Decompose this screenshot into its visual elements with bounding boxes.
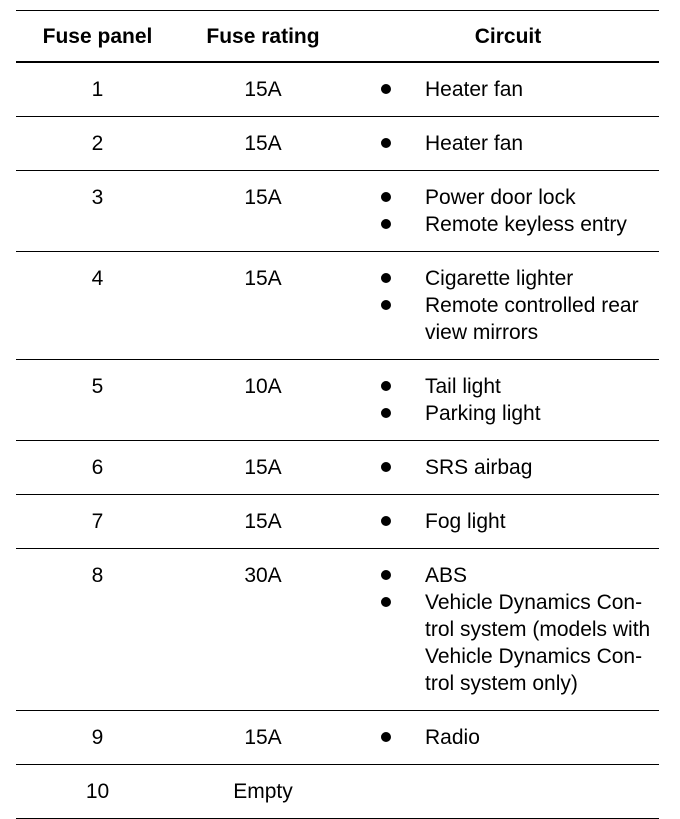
- fuse-panel-cell: 5: [91, 375, 104, 398]
- circuit-item: Cigarette lighter: [381, 265, 659, 292]
- circuit-list: [347, 184, 659, 238]
- table-row: [16, 117, 659, 171]
- fuse-panel-cell: 4: [91, 267, 104, 290]
- header-circuit: Circuit: [474, 24, 542, 48]
- fuse-panel-cell: 9: [91, 726, 104, 749]
- circuit-cell: [347, 765, 659, 818]
- fuse-rating-cell: 15A: [244, 726, 282, 749]
- circuit-list: [347, 76, 659, 103]
- circuit-cell: [347, 711, 659, 764]
- fuse-rating-cell: 15A: [244, 267, 282, 290]
- circuit-cell: [347, 360, 659, 440]
- circuit-list: [347, 265, 659, 346]
- fuse-panel-cell: 10: [85, 780, 110, 803]
- circuit-cell: [347, 441, 659, 494]
- table-row: [16, 252, 659, 360]
- circuit-cell: [347, 495, 659, 548]
- fuse-rating-cell: 30A: [244, 564, 282, 587]
- circuit-list: [347, 508, 659, 535]
- circuit-cell: [347, 252, 659, 359]
- table-row: [16, 441, 659, 495]
- fuse-panel-cell: 2: [91, 132, 104, 155]
- table-row: [16, 171, 659, 252]
- circuit-item: Parking light: [381, 400, 659, 427]
- circuit-cell: [347, 63, 659, 116]
- fuse-panel-cell: 1: [91, 78, 104, 101]
- circuit-list: [347, 454, 659, 481]
- fuse-panel-cell: 3: [91, 186, 104, 209]
- circuit-item: SRS airbag: [381, 454, 659, 481]
- circuit-cell: [347, 549, 659, 710]
- header-fuse-rating: Fuse rating: [206, 24, 320, 48]
- circuit-cell: [347, 117, 659, 170]
- circuit-list: [347, 373, 659, 427]
- circuit-item: Heater fan: [381, 76, 659, 103]
- table-body: [16, 63, 659, 819]
- circuit-item: Tail light: [381, 373, 659, 400]
- circuit-item: Remote controlled rear view mirrors: [381, 292, 659, 346]
- fuse-panel-cell: 6: [91, 456, 104, 479]
- circuit-list: [347, 724, 659, 751]
- table-row: [16, 63, 659, 117]
- circuit-item: Fog light: [381, 508, 659, 535]
- circuit-item: Remote keyless entry: [381, 211, 659, 238]
- circuit-list: [347, 130, 659, 157]
- table-row: [16, 549, 659, 711]
- fuse-table: [16, 10, 659, 819]
- table-row: [16, 765, 659, 819]
- fuse-panel-cell: 7: [91, 510, 104, 533]
- table-row: [16, 495, 659, 549]
- fuse-rating-cell: 15A: [244, 78, 282, 101]
- circuit-item: Power door lock: [381, 184, 659, 211]
- circuit-cell: [347, 171, 659, 251]
- table-row: [16, 711, 659, 765]
- circuit-item: ABS: [381, 562, 659, 589]
- fuse-panel-cell: 8: [91, 564, 104, 587]
- fuse-rating-cell: Empty: [233, 780, 293, 803]
- fuse-rating-cell: 15A: [244, 456, 282, 479]
- circuit-item: Radio: [381, 724, 659, 751]
- circuit-item: Heater fan: [381, 130, 659, 157]
- table-header-row: [16, 11, 659, 63]
- fuse-rating-cell: 15A: [244, 510, 282, 533]
- fuse-rating-cell: 15A: [244, 132, 282, 155]
- fuse-rating-cell: 15A: [244, 186, 282, 209]
- circuit-item: Vehicle Dynamics Control system (models with Vehicle Dynamics Control system only): [381, 589, 659, 697]
- circuit-list: [347, 562, 659, 697]
- header-fuse-panel: Fuse panel: [42, 24, 153, 48]
- table-row: [16, 360, 659, 441]
- fuse-rating-cell: 10A: [244, 375, 282, 398]
